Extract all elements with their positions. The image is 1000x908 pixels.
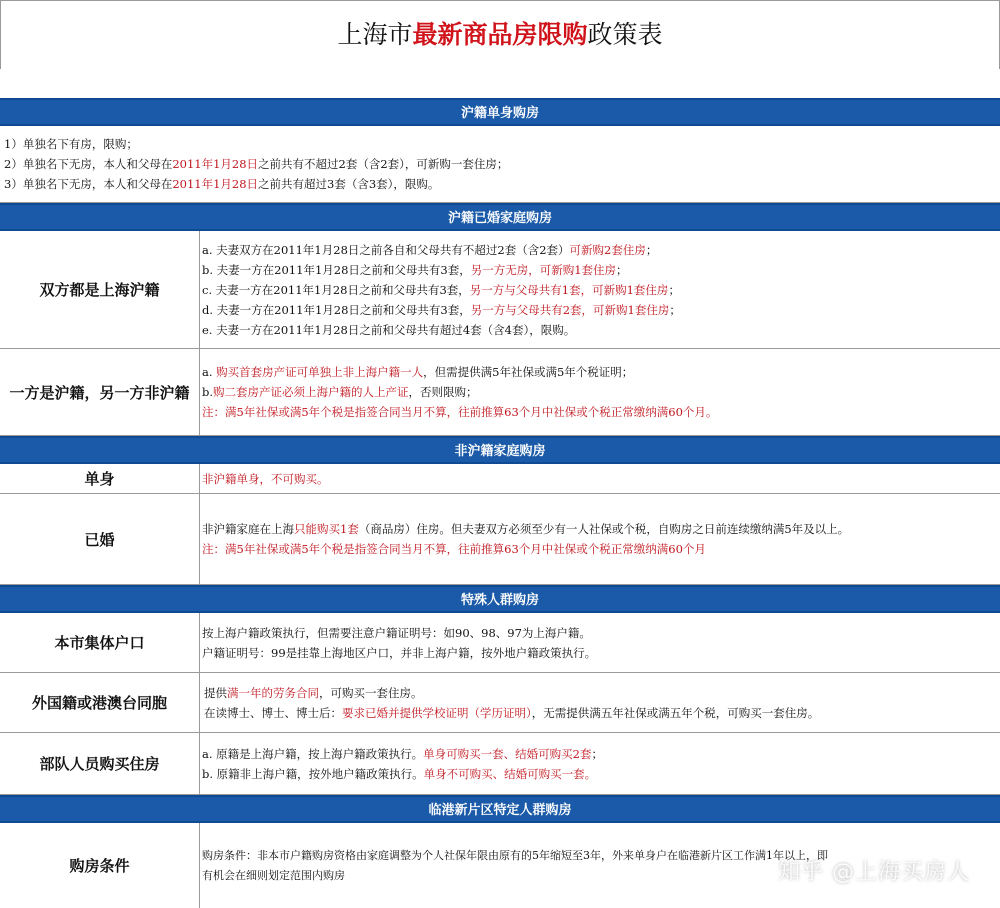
text-line: a. 夫妻双方在2011年1月28日之前各自和父母共有不超过2套（含2套）可新购2套住房； xyxy=(202,242,658,257)
text-line: 户籍证明号：99是挂靠上海地区户口，并非上海户籍，按外地户籍政策执行。 xyxy=(202,645,597,660)
section-header-nonlocal: 非沪籍家庭购房 xyxy=(0,436,1000,464)
nonlocal-single-row xyxy=(0,464,1000,494)
text-line: 注：满5年社保或满5年个税是指签合同当月不算，往前推算63个月中社保或个税正常缴纳满60个月 xyxy=(202,542,706,556)
text-line: b.购二套房产证必须上海户籍的人上产证，否则限购； xyxy=(202,385,478,399)
married-one-local-row xyxy=(0,349,1000,436)
row-label: 已婚 xyxy=(0,494,200,584)
text-line: 3）单独名下无房，本人和父母在2011年1月28日之前共有超过3套（含3套），限购。 xyxy=(4,177,440,191)
row-label: 外国籍或港澳台同胞 xyxy=(0,673,200,732)
text-line: 有机会在细则划定范围内购房 xyxy=(202,868,345,882)
title-highlight: 最新商品房限购 xyxy=(412,20,588,49)
row-label: 本市集体户口 xyxy=(0,613,200,672)
section-header-local-married: 沪籍已婚家庭购房 xyxy=(0,203,1000,231)
row-label: 单身 xyxy=(0,464,200,493)
nonlocal-married-row xyxy=(0,494,1000,585)
row-label: 部队人员购买住房 xyxy=(0,733,200,794)
section-header-special: 特殊人群购房 xyxy=(0,585,1000,613)
row-label: 购房条件 xyxy=(0,823,200,908)
row-label: 双方都是上海沪籍 xyxy=(0,231,200,348)
text-line: 1）单独名下有房，限购； xyxy=(4,137,138,151)
text-line: 提供满一年的劳务合同，可购买一套住房。 xyxy=(204,685,423,700)
married-both-local-row xyxy=(0,231,1000,349)
text-line: d. 夫妻一方在2011年1月28日之前和父母共有3套，另一方与父母共有2套，可新购1套住房； xyxy=(202,302,681,317)
row-label: 一方是沪籍，另一方非沪籍 xyxy=(0,349,200,435)
text-line: b. 夫妻一方在2011年1月28日之前和父母共有3套，另一方无房，可新购1套住房； xyxy=(202,262,628,277)
section-header-local-single: 沪籍单身购房 xyxy=(0,98,1000,126)
special-army-row xyxy=(0,733,1000,795)
text-line: e. 夫妻一方在2011年1月28日之前和父母共有超过4套（含4套），限购。 xyxy=(202,322,576,337)
text-line: 2）单独名下无房，本人和父母在2011年1月28日之前共有不超过2套（含2套），可新购一套住房； xyxy=(4,157,509,171)
text-line: c. 夫妻一方在2011年1月28日之前和父母共有3套，另一方与父母共有1套，可新购1套住房； xyxy=(202,282,680,297)
local-single-row xyxy=(0,126,1000,203)
special-collective-row xyxy=(0,613,1000,673)
text-line: 注：满5年社保或满5年个税是指签合同当月不算，往前推算63个月中社保或个税正常缴纳满60个月。 xyxy=(202,405,718,419)
text-line: a. 原籍是上海户籍，按上海户籍政策执行。单身可购买一套、结婚可购买2套； xyxy=(202,746,603,761)
text-line: a. 购买首套房产证可单独上非上海户籍一人，但需提供满5年社保或满5年个税证明； xyxy=(202,365,634,379)
spacer xyxy=(0,69,1000,98)
text-line: 非沪籍家庭在上海只能购买1套（商品房）住房。但夫妻双方必须至少有一人社保或个税，自购房之日前连续缴纳满5年及以上。 xyxy=(202,522,850,536)
text-line: b. 原籍非上海户籍，按外地户籍政策执行。单身不可购买、结婚可购买一套。 xyxy=(202,766,597,781)
page-title: 上海市最新商品房限购政策表 xyxy=(0,0,1000,70)
text-line: 购房条件：非本市户籍购房资格由家庭调整为个人社保年限由原有的5年缩短至3年，外来单身户在临港新片区工作满1年以上，即 xyxy=(202,848,828,862)
text-line: 在读博士、博士、博士后：要求已婚并提供学校证明（学历证明），无需提供满五年社保或满五年个税，可购买一套住房。 xyxy=(204,705,820,720)
text-line: 非沪籍单身，不可购买。 xyxy=(202,471,329,486)
text-line: 按上海户籍政策执行，但需要注意户籍证明号：如90、98、97为上海户籍。 xyxy=(202,625,591,640)
special-foreign-row xyxy=(0,673,1000,733)
watermark: 知乎 @上海买房人 xyxy=(778,860,970,885)
section-header-lingang: 临港新片区特定人群购房 xyxy=(0,795,1000,823)
